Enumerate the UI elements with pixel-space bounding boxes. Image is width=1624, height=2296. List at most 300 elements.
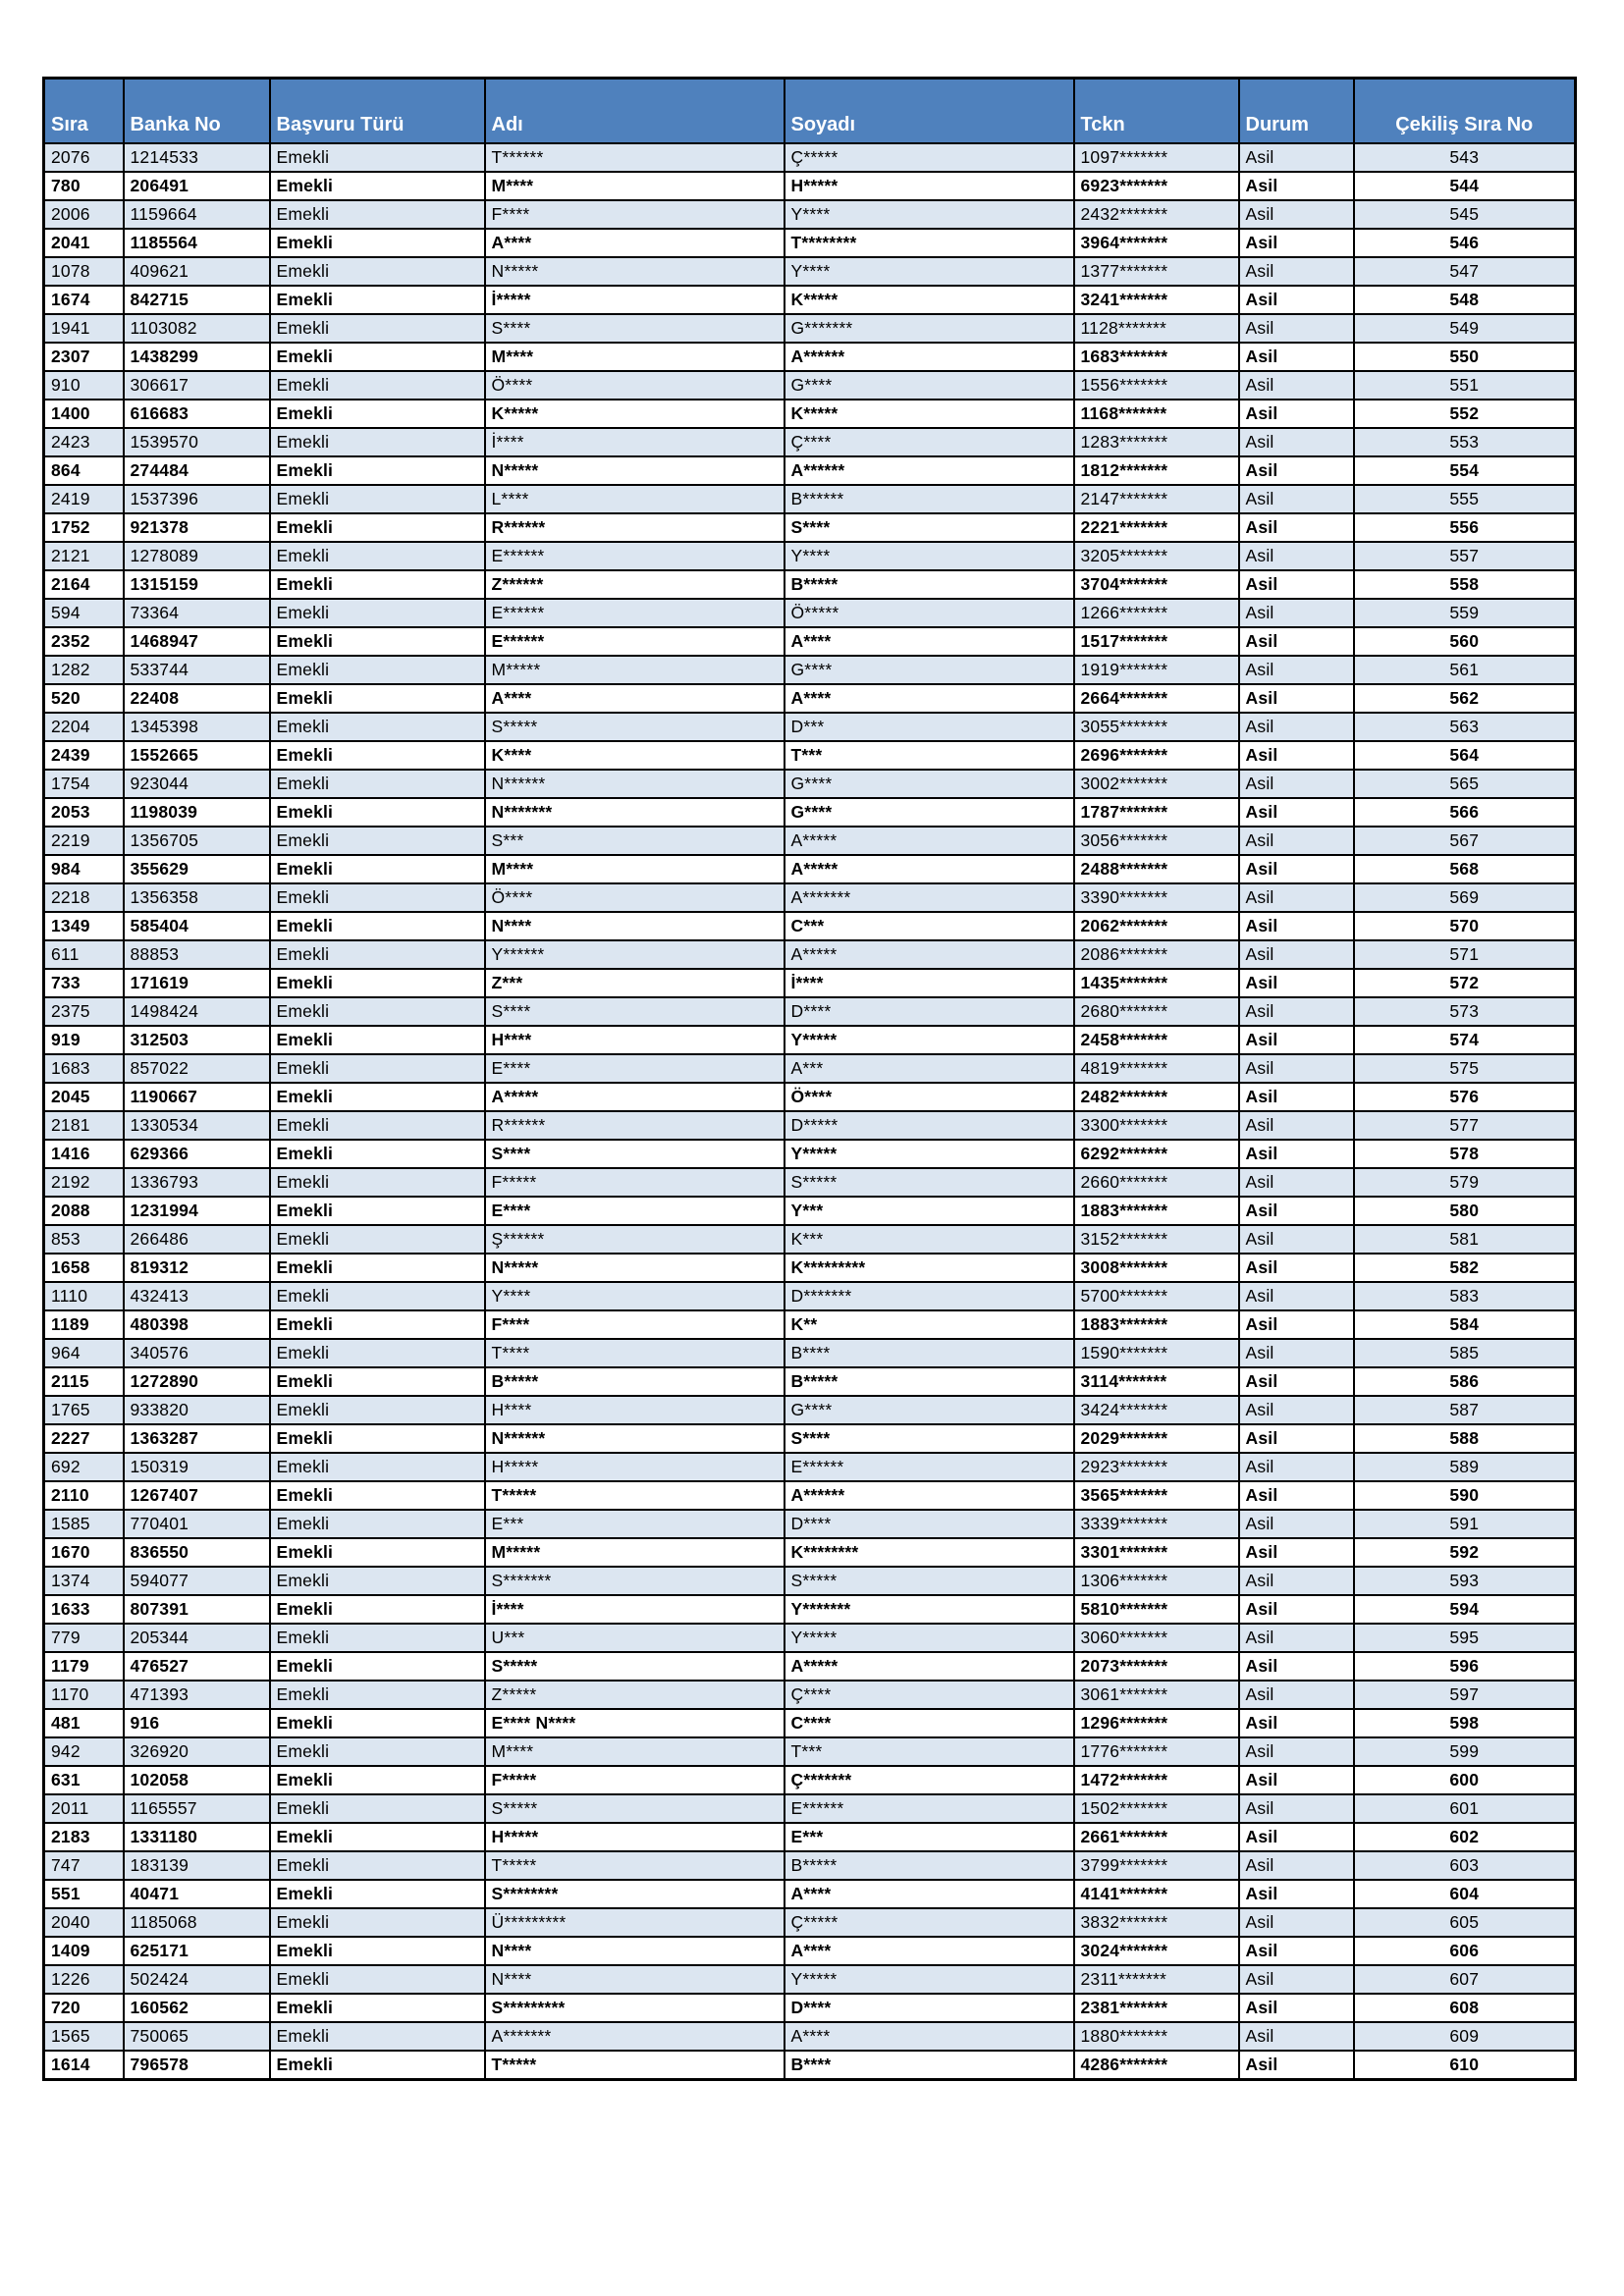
cell-tckn: 1787*******: [1074, 798, 1239, 827]
cell-durum: Asil: [1239, 1481, 1354, 1510]
table-header-row: [44, 79, 1576, 144]
cell-soyadi: Ç****: [785, 428, 1074, 456]
cell-banka-no: 1336793: [124, 1168, 270, 1197]
table-row: [44, 542, 1576, 570]
cell-sira: 1658: [44, 1254, 124, 1282]
cell-tckn: 3152*******: [1074, 1225, 1239, 1254]
table-row: [44, 1994, 1576, 2022]
column-header-sira: Sıra: [44, 79, 124, 144]
cell-sira: 2192: [44, 1168, 124, 1197]
cell-sira: 2307: [44, 343, 124, 371]
cell-adi: K*****: [485, 400, 785, 428]
table-row: [44, 1937, 1576, 1965]
cell-adi: E******: [485, 627, 785, 656]
cell-tckn: 1266*******: [1074, 599, 1239, 627]
cell-cekilis-sira-no: 544: [1354, 172, 1576, 200]
cell-tckn: 1919*******: [1074, 656, 1239, 684]
cell-adi: A*******: [485, 2022, 785, 2051]
cell-durum: Asil: [1239, 1538, 1354, 1567]
cell-cekilis-sira-no: 604: [1354, 1880, 1576, 1908]
cell-adi: A*****: [485, 1083, 785, 1111]
cell-basvuru-turu: Emekli: [270, 912, 485, 940]
cell-basvuru-turu: Emekli: [270, 1937, 485, 1965]
cell-adi: S*****: [485, 713, 785, 741]
cell-banka-no: 1231994: [124, 1197, 270, 1225]
cell-banka-no: 1267407: [124, 1481, 270, 1510]
cell-sira: 1110: [44, 1282, 124, 1310]
cell-soyadi: A******: [785, 1481, 1074, 1510]
cell-durum: Asil: [1239, 1197, 1354, 1225]
cell-durum: Asil: [1239, 656, 1354, 684]
cell-soyadi: H*****: [785, 172, 1074, 200]
cell-adi: K****: [485, 741, 785, 770]
cell-basvuru-turu: Emekli: [270, 400, 485, 428]
cell-soyadi: A****: [785, 627, 1074, 656]
cell-cekilis-sira-no: 579: [1354, 1168, 1576, 1197]
cell-banka-no: 1331180: [124, 1823, 270, 1851]
cell-banka-no: 1330534: [124, 1111, 270, 1140]
cell-banka-no: 471393: [124, 1681, 270, 1709]
cell-adi: H****: [485, 1026, 785, 1054]
cell-tckn: 3704*******: [1074, 570, 1239, 599]
cell-durum: Asil: [1239, 200, 1354, 229]
table-row: [44, 997, 1576, 1026]
cell-tckn: 3205*******: [1074, 542, 1239, 570]
cell-tckn: 2221*******: [1074, 513, 1239, 542]
cell-durum: Asil: [1239, 1054, 1354, 1083]
cell-cekilis-sira-no: 587: [1354, 1396, 1576, 1424]
cell-durum: Asil: [1239, 1595, 1354, 1624]
cell-durum: Asil: [1239, 1766, 1354, 1794]
cell-tckn: 3024*******: [1074, 1937, 1239, 1965]
cell-sira: 1226: [44, 1965, 124, 1994]
cell-durum: Asil: [1239, 513, 1354, 542]
table-row: [44, 1054, 1576, 1083]
cell-tckn: 2458*******: [1074, 1026, 1239, 1054]
cell-cekilis-sira-no: 553: [1354, 428, 1576, 456]
cell-basvuru-turu: Emekli: [270, 1225, 485, 1254]
cell-banka-no: 770401: [124, 1510, 270, 1538]
cell-tckn: 1296*******: [1074, 1709, 1239, 1737]
cell-basvuru-turu: Emekli: [270, 1794, 485, 1823]
cell-soyadi: A*****: [785, 827, 1074, 855]
cell-durum: Asil: [1239, 343, 1354, 371]
cell-adi: T*****: [485, 1851, 785, 1880]
table-row: [44, 1453, 1576, 1481]
table-row: [44, 1339, 1576, 1367]
cell-cekilis-sira-no: 608: [1354, 1994, 1576, 2022]
cell-tckn: 3832*******: [1074, 1908, 1239, 1937]
cell-durum: Asil: [1239, 713, 1354, 741]
cell-banka-no: 1552665: [124, 741, 270, 770]
cell-durum: Asil: [1239, 770, 1354, 798]
cell-banka-no: 266486: [124, 1225, 270, 1254]
cell-adi: Z*****: [485, 1681, 785, 1709]
cell-tckn: 1128*******: [1074, 314, 1239, 343]
cell-sira: 919: [44, 1026, 124, 1054]
cell-basvuru-turu: Emekli: [270, 969, 485, 997]
cell-durum: Asil: [1239, 627, 1354, 656]
cell-durum: Asil: [1239, 855, 1354, 883]
cell-banka-no: 585404: [124, 912, 270, 940]
cell-tckn: 1556*******: [1074, 371, 1239, 400]
cell-soyadi: B****: [785, 2051, 1074, 2080]
cell-durum: Asil: [1239, 1567, 1354, 1595]
cell-basvuru-turu: Emekli: [270, 1453, 485, 1481]
cell-soyadi: Y*****: [785, 1026, 1074, 1054]
cell-basvuru-turu: Emekli: [270, 485, 485, 513]
cell-durum: Asil: [1239, 456, 1354, 485]
cell-durum: Asil: [1239, 1851, 1354, 1880]
cell-banka-no: 355629: [124, 855, 270, 883]
cell-soyadi: Ç*******: [785, 1766, 1074, 1794]
cell-banka-no: 933820: [124, 1396, 270, 1424]
cell-durum: Asil: [1239, 1823, 1354, 1851]
cell-banka-no: 171619: [124, 969, 270, 997]
cell-cekilis-sira-no: 589: [1354, 1453, 1576, 1481]
cell-durum: Asil: [1239, 1994, 1354, 2022]
table-row: [44, 713, 1576, 741]
table-row: [44, 1851, 1576, 1880]
cell-banka-no: 533744: [124, 656, 270, 684]
cell-basvuru-turu: Emekli: [270, 1538, 485, 1567]
cell-basvuru-turu: Emekli: [270, 1766, 485, 1794]
table-row: [44, 257, 1576, 286]
cell-adi: Z******: [485, 570, 785, 599]
cell-soyadi: Ö*****: [785, 599, 1074, 627]
cell-basvuru-turu: Emekli: [270, 143, 485, 172]
cell-adi: S***: [485, 827, 785, 855]
cell-tckn: 1377*******: [1074, 257, 1239, 286]
cell-sira: 2227: [44, 1424, 124, 1453]
cell-durum: Asil: [1239, 1339, 1354, 1367]
cell-tckn: 1435*******: [1074, 969, 1239, 997]
cell-soyadi: B******: [785, 485, 1074, 513]
cell-tckn: 3300*******: [1074, 1111, 1239, 1140]
cell-sira: 2204: [44, 713, 124, 741]
cell-sira: 520: [44, 684, 124, 713]
cell-durum: Asil: [1239, 1510, 1354, 1538]
cell-soyadi: D***: [785, 713, 1074, 741]
cell-basvuru-turu: Emekli: [270, 713, 485, 741]
cell-durum: Asil: [1239, 1737, 1354, 1766]
cell-sira: 1670: [44, 1538, 124, 1567]
cell-sira: 1674: [44, 286, 124, 314]
cell-sira: 1170: [44, 1681, 124, 1709]
cell-cekilis-sira-no: 571: [1354, 940, 1576, 969]
cell-soyadi: A****: [785, 684, 1074, 713]
cell-durum: Asil: [1239, 1367, 1354, 1396]
cell-adi: Ö****: [485, 883, 785, 912]
cell-cekilis-sira-no: 550: [1354, 343, 1576, 371]
cell-banka-no: 796578: [124, 2051, 270, 2080]
cell-cekilis-sira-no: 565: [1354, 770, 1576, 798]
cell-tckn: 1283*******: [1074, 428, 1239, 456]
cell-soyadi: A*******: [785, 883, 1074, 912]
cell-banka-no: 1356705: [124, 827, 270, 855]
table-row: [44, 200, 1576, 229]
cell-sira: 2088: [44, 1197, 124, 1225]
cell-adi: E****: [485, 1054, 785, 1083]
cell-basvuru-turu: Emekli: [270, 1168, 485, 1197]
table-row: [44, 1310, 1576, 1339]
cell-soyadi: Ç*****: [785, 143, 1074, 172]
cell-adi: S****: [485, 997, 785, 1026]
cell-banka-no: 1103082: [124, 314, 270, 343]
cell-adi: N*****: [485, 1254, 785, 1282]
cell-adi: S*******: [485, 1567, 785, 1595]
cell-soyadi: G****: [785, 371, 1074, 400]
table-row: [44, 570, 1576, 599]
cell-sira: 1409: [44, 1937, 124, 1965]
cell-sira: 779: [44, 1624, 124, 1652]
cell-banka-no: 819312: [124, 1254, 270, 1282]
cell-basvuru-turu: Emekli: [270, 513, 485, 542]
cell-sira: 942: [44, 1737, 124, 1766]
cell-sira: 1374: [44, 1567, 124, 1595]
cell-soyadi: D****: [785, 1994, 1074, 2022]
cell-tckn: 4286*******: [1074, 2051, 1239, 2080]
cell-banka-no: 102058: [124, 1766, 270, 1794]
cell-cekilis-sira-no: 546: [1354, 229, 1576, 257]
cell-basvuru-turu: Emekli: [270, 1652, 485, 1681]
cell-tckn: 3339*******: [1074, 1510, 1239, 1538]
table-row: [44, 1396, 1576, 1424]
cell-cekilis-sira-no: 607: [1354, 1965, 1576, 1994]
cell-sira: 481: [44, 1709, 124, 1737]
cell-soyadi: A****: [785, 1880, 1074, 1908]
cell-durum: Asil: [1239, 229, 1354, 257]
cell-sira: 594: [44, 599, 124, 627]
cell-cekilis-sira-no: 605: [1354, 1908, 1576, 1937]
cell-tckn: 2432*******: [1074, 200, 1239, 229]
cell-soyadi: S*****: [785, 1567, 1074, 1595]
cell-cekilis-sira-no: 576: [1354, 1083, 1576, 1111]
cell-cekilis-sira-no: 557: [1354, 542, 1576, 570]
cell-cekilis-sira-no: 597: [1354, 1681, 1576, 1709]
cell-cekilis-sira-no: 545: [1354, 200, 1576, 229]
cell-basvuru-turu: Emekli: [270, 827, 485, 855]
cell-durum: Asil: [1239, 1254, 1354, 1282]
cell-banka-no: 312503: [124, 1026, 270, 1054]
cell-cekilis-sira-no: 556: [1354, 513, 1576, 542]
cell-basvuru-turu: Emekli: [270, 1681, 485, 1709]
cell-tckn: 3061*******: [1074, 1681, 1239, 1709]
cell-durum: Asil: [1239, 1225, 1354, 1254]
table-row: [44, 741, 1576, 770]
cell-tckn: 1880*******: [1074, 2022, 1239, 2051]
table-row: [44, 1111, 1576, 1140]
cell-adi: A****: [485, 684, 785, 713]
table-row: [44, 428, 1576, 456]
cell-basvuru-turu: Emekli: [270, 257, 485, 286]
cell-cekilis-sira-no: 573: [1354, 997, 1576, 1026]
cell-soyadi: K*********: [785, 1254, 1074, 1282]
cell-basvuru-turu: Emekli: [270, 371, 485, 400]
cell-banka-no: 476527: [124, 1652, 270, 1681]
cell-durum: Asil: [1239, 1937, 1354, 1965]
cell-adi: M****: [485, 172, 785, 200]
cell-basvuru-turu: Emekli: [270, 1481, 485, 1510]
cell-durum: Asil: [1239, 997, 1354, 1026]
cell-cekilis-sira-no: 598: [1354, 1709, 1576, 1737]
cell-cekilis-sira-no: 552: [1354, 400, 1576, 428]
cell-tckn: 3390*******: [1074, 883, 1239, 912]
table-row: [44, 1595, 1576, 1624]
cell-cekilis-sira-no: 584: [1354, 1310, 1576, 1339]
cell-durum: Asil: [1239, 1794, 1354, 1823]
cell-cekilis-sira-no: 549: [1354, 314, 1576, 343]
cell-soyadi: A******: [785, 343, 1074, 371]
cell-tckn: 3565*******: [1074, 1481, 1239, 1510]
cell-banka-no: 857022: [124, 1054, 270, 1083]
cell-cekilis-sira-no: 581: [1354, 1225, 1576, 1254]
cell-soyadi: Y*****: [785, 1140, 1074, 1168]
cell-banka-no: 326920: [124, 1737, 270, 1766]
cell-tckn: 2311*******: [1074, 1965, 1239, 1994]
cell-soyadi: A*****: [785, 855, 1074, 883]
table-row: [44, 485, 1576, 513]
cell-adi: H*****: [485, 1453, 785, 1481]
cell-sira: 2006: [44, 200, 124, 229]
cell-tckn: 1502*******: [1074, 1794, 1239, 1823]
cell-cekilis-sira-no: 602: [1354, 1823, 1576, 1851]
cell-durum: Asil: [1239, 798, 1354, 827]
cell-cekilis-sira-no: 606: [1354, 1937, 1576, 1965]
cell-sira: 1614: [44, 2051, 124, 2080]
cell-basvuru-turu: Emekli: [270, 1994, 485, 2022]
cell-sira: 853: [44, 1225, 124, 1254]
cell-soyadi: Y****: [785, 542, 1074, 570]
cell-cekilis-sira-no: 554: [1354, 456, 1576, 485]
cell-adi: Z***: [485, 969, 785, 997]
cell-basvuru-turu: Emekli: [270, 1510, 485, 1538]
cell-banka-no: 921378: [124, 513, 270, 542]
cell-durum: Asil: [1239, 940, 1354, 969]
cell-soyadi: A***: [785, 1054, 1074, 1083]
cell-soyadi: Y****: [785, 257, 1074, 286]
cell-cekilis-sira-no: 594: [1354, 1595, 1576, 1624]
cell-basvuru-turu: Emekli: [270, 798, 485, 827]
cell-durum: Asil: [1239, 741, 1354, 770]
cell-durum: Asil: [1239, 1880, 1354, 1908]
cell-durum: Asil: [1239, 1652, 1354, 1681]
cell-cekilis-sira-no: 564: [1354, 741, 1576, 770]
cell-sira: 2219: [44, 827, 124, 855]
cell-tckn: 3002*******: [1074, 770, 1239, 798]
cell-soyadi: B*****: [785, 1851, 1074, 1880]
cell-tckn: 2381*******: [1074, 1994, 1239, 2022]
cell-sira: 2040: [44, 1908, 124, 1937]
cell-tckn: 4141*******: [1074, 1880, 1239, 1908]
table-row: [44, 314, 1576, 343]
cell-soyadi: B*****: [785, 1367, 1074, 1396]
cell-tckn: 2661*******: [1074, 1823, 1239, 1851]
table-row: [44, 1510, 1576, 1538]
cell-banka-no: 1356358: [124, 883, 270, 912]
cell-durum: Asil: [1239, 542, 1354, 570]
cell-tckn: 2664*******: [1074, 684, 1239, 713]
cell-sira: 910: [44, 371, 124, 400]
cell-soyadi: Y****: [785, 200, 1074, 229]
cell-tckn: 4819*******: [1074, 1054, 1239, 1083]
cell-soyadi: T***: [785, 1737, 1074, 1766]
table-row: [44, 1225, 1576, 1254]
cell-adi: N****: [485, 1937, 785, 1965]
table-row: [44, 1737, 1576, 1766]
cell-adi: T******: [485, 143, 785, 172]
cell-sira: 2419: [44, 485, 124, 513]
cell-sira: 1078: [44, 257, 124, 286]
cell-soyadi: T***: [785, 741, 1074, 770]
cell-tckn: 3964*******: [1074, 229, 1239, 257]
cell-tckn: 2680*******: [1074, 997, 1239, 1026]
cell-banka-no: 22408: [124, 684, 270, 713]
cell-tckn: 2696*******: [1074, 741, 1239, 770]
cell-banka-no: 916: [124, 1709, 270, 1737]
cell-tckn: 6292*******: [1074, 1140, 1239, 1168]
cell-tckn: 1812*******: [1074, 456, 1239, 485]
cell-adi: N*****: [485, 456, 785, 485]
table-row: [44, 286, 1576, 314]
cell-tckn: 1590*******: [1074, 1339, 1239, 1367]
cell-banka-no: 1185068: [124, 1908, 270, 1937]
table-row: [44, 1709, 1576, 1737]
cell-sira: 1189: [44, 1310, 124, 1339]
cell-cekilis-sira-no: 548: [1354, 286, 1576, 314]
cell-adi: N******: [485, 1424, 785, 1453]
cell-soyadi: E******: [785, 1794, 1074, 1823]
cell-adi: E******: [485, 599, 785, 627]
cell-sira: 984: [44, 855, 124, 883]
cell-soyadi: Y*****: [785, 1624, 1074, 1652]
cell-adi: S****: [485, 314, 785, 343]
table-row: [44, 684, 1576, 713]
cell-adi: A****: [485, 229, 785, 257]
cell-tckn: 1883*******: [1074, 1310, 1239, 1339]
cell-cekilis-sira-no: 570: [1354, 912, 1576, 940]
cell-durum: Asil: [1239, 371, 1354, 400]
cell-adi: N****: [485, 1965, 785, 1994]
cell-banka-no: 502424: [124, 1965, 270, 1994]
cell-sira: 2439: [44, 741, 124, 770]
cell-banka-no: 1214533: [124, 143, 270, 172]
table-row: [44, 827, 1576, 855]
cell-tckn: 5700*******: [1074, 1282, 1239, 1310]
cell-banka-no: 150319: [124, 1453, 270, 1481]
cell-adi: Y****: [485, 1282, 785, 1310]
cell-adi: Ö****: [485, 371, 785, 400]
cell-adi: H****: [485, 1396, 785, 1424]
cell-soyadi: B*****: [785, 570, 1074, 599]
table-row: [44, 343, 1576, 371]
cell-basvuru-turu: Emekli: [270, 1367, 485, 1396]
cell-cekilis-sira-no: 609: [1354, 2022, 1576, 2051]
cell-cekilis-sira-no: 601: [1354, 1794, 1576, 1823]
cell-banka-no: 1185564: [124, 229, 270, 257]
cell-cekilis-sira-no: 574: [1354, 1026, 1576, 1054]
cell-banka-no: 807391: [124, 1595, 270, 1624]
cell-adi: S****: [485, 1140, 785, 1168]
cell-basvuru-turu: Emekli: [270, 570, 485, 599]
cell-adi: E**** N****: [485, 1709, 785, 1737]
cell-banka-no: 88853: [124, 940, 270, 969]
cell-sira: 1633: [44, 1595, 124, 1624]
cell-soyadi: D****: [785, 1510, 1074, 1538]
column-header-tckn: Tckn: [1074, 79, 1239, 144]
cell-sira: 551: [44, 1880, 124, 1908]
cell-cekilis-sira-no: 596: [1354, 1652, 1576, 1681]
